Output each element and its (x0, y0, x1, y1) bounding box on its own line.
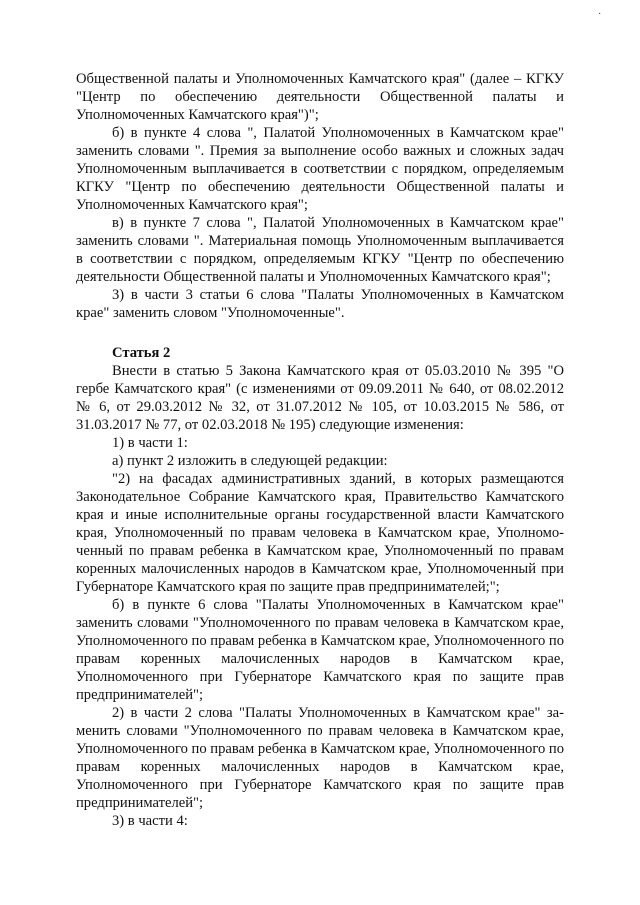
paragraph-item-3-part3: 3) в части 3 статьи 6 слова "Палаты Уполномоченных в Камчатском крае" заменить словом "Уполномоченные". (76, 287, 564, 321)
paragraph-item-a: а) пункт 2 изложить в следующей редакции: (112, 453, 388, 469)
paragraph-part4: 3) в части 4: (112, 813, 188, 829)
document-page (76, 70, 564, 830)
paragraph-new-point2: "2) на фасадах административных зданий, в которых размещаются Законодательное Собрание Камчатского края, Правительство Камчатского края и иные исполнительные органы государственной власти Камчатского края, Уполномоченный по правам человека в Камчатском крае, Уполномоченный по правам ребенка в Камчатском крае, Уполномоченный по правам коренных малочисленных народов в Камчатском крае, Уполномоченный при Губернаторе Камчатского края по защите прав предпринимателей;"; (76, 471, 564, 595)
paragraph-item-v-point7: в) в пункте 7 слова ", Палатой Уполномоченных в Камчатском крае" заменить словами ". Материальная помощь Уполномоченным выплачивается в соответствии с порядком, определяемым КГКУ "Центр по обеспечению деятельности Общественной палаты и Уполномоченных Камчатского края"; (76, 215, 564, 285)
section-gap (76, 322, 564, 344)
paragraph-part2: 2) в части 2 слова "Палаты Уполномоченных в Камчатском крае" заменить словами "Уполномоченного по правам человека в Камчатском крае, Уполномоченного по правам ребенка в Камчатском крае, Уполномоченного по правам коренных малочисленных народов в Камчатском крае, Уполномоченного при Губернаторе Камчатского края по защите прав предпринимателей"; (76, 705, 565, 811)
paragraph-part1: 1) в части 1: (112, 435, 188, 451)
paragraph-item-b-point4: б) в пункте 4 слова ", Палатой Уполномоченных в Камчатском крае" заменить словами ". Премия за выполнение особо важных и сложных задач Уполномоченным выплачивается в соответствии с порядком, определяемым КГКУ "Центр по обеспечению деятельности Общественной палаты и Уполномоченных Камчатского края"; (76, 125, 564, 213)
paragraph-continuation: Общественной палаты и Уполномоченных Камчатского края" (далее – КГКУ "Центр по обеспечению деятельности Общественной палаты и Уполномоченных Камчатского края")"; (76, 71, 564, 123)
paragraph-article-intro: Внести в статью 5 Закона Камчатского края от 05.03.2010 № 395 "О гербе Камчатского края" (с изменениями от 09.09.2011 № 640, от 08.02.2012 № 6, от 29.03.2012 № 32, от 31.07.2012 № 105, от 10.03.2015 № 586, от 31.03.2017 № 77, от 02.03.2018 № 195) следующие изменения: (76, 363, 564, 433)
article-heading: Статья 2 (112, 345, 171, 361)
paragraph-item-b-point6: б) в пункте 6 слова "Палаты Уполномоченных в Камчатском крае" заменить словами "Уполномоченного по правам человека в Камчатском крае, Уполномоченного по правам ребенка в Камчатском крае, Уполномоченного по правам коренных малочисленных народов в Камчатском крае, Уполномоченного при Губернаторе Камчатского края по защите прав предпринимателей"; (76, 597, 565, 703)
corner-mark: · (598, 9, 602, 20)
